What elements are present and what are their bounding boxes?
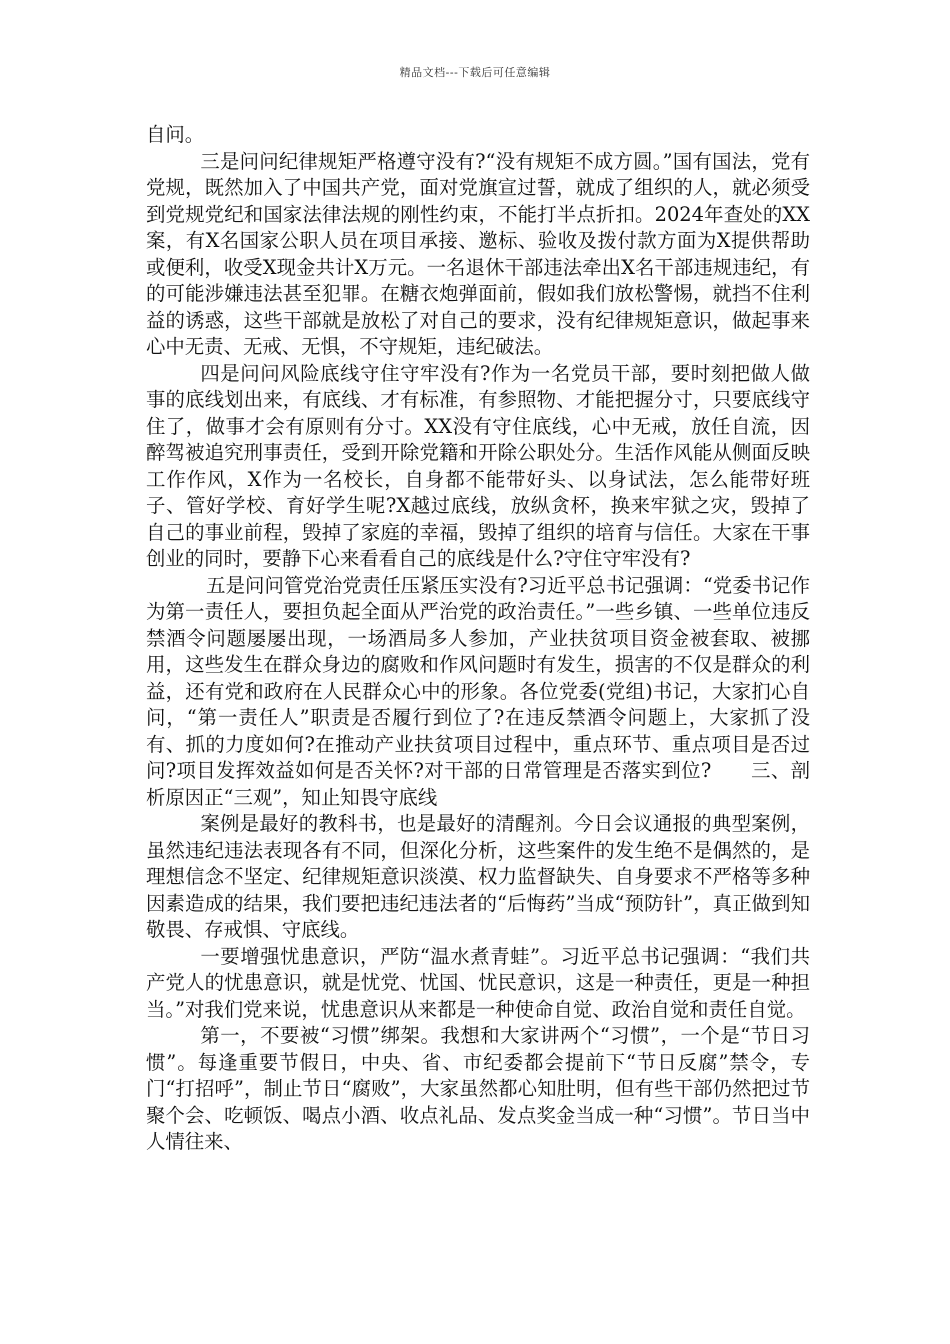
paragraph-party-responsibility: 五是问问管党治党责任压紧压实没有?习近平总书记强调：“党委书记作为第一责任人，要担负起全面从严治党的政治责任。”一些乡镇、一些单位违反禁酒令问题屡屡出现，一场酒局多人参加，产业扶贫项目资金被套取、被挪用，这些发生在群众身边的腐败和作风问题时有发生，损害的不仅是群众的利益，还有党和政府在人民群众心中的形象。各位党委(党组)书记，大家扪心自问，“第一责任人”职责是否履行到位了?在违反禁酒令问题上，大家抓了没有、抓的力度如何?在推动产业扶贫项目过程中，重点环节、重点项目是否过问?项目发挥效益如何是否关怀?对干部的日常管理是否落实到位? 三、剖析原因正“三观”，知止知畏守底线 <box>146 573 810 809</box>
paragraph-risk-bottom-line: 四是问问风险底线守住守牢没有?作为一名党员干部，要时刻把做人做事的底线划出来，有底线、才有标准，有参照物、才能把握分寸，只要底线守住了，做事才会有原则有分寸。XX没有守住底线，心中无戒，放任自流，因醉驾被追究刑事责任，受到开除党籍和开除公职处分。生活作风能从侧面反映工作作风，X作为一名校长，自身都不能带好头、以身试法，怎么能带好班子、管好学校、育好学生呢?X越过底线，放纵贪杯，换来牢狱之灾，毁掉了自己的事业前程，毁掉了家庭的幸福，毁掉了组织的培育与信任。大家在干事创业的同时，要静下心来看看自己的底线是什么?守住守牢没有? <box>146 361 810 570</box>
page-header: 精品文档---下载后可任意编辑 <box>399 66 551 79</box>
document-body <box>146 122 810 1156</box>
paragraph-continuation: 自问。 <box>146 123 205 146</box>
paragraph-case-analysis: 案例是最好的教科书，也是最好的清醒剂。今日会议通报的典型案例，虽然违纪违法表现各有不同，但深化分析，这些案件的发生绝不是偶然的，是理想信念不坚定、纪律规矩意识淡漠、权力监督缺失、自身要求不严格等多种因素造成的结果，我们要把违纪违法者的“后悔药”当成“预防针”，真正做到知敬畏、存戒惧、守底线。 <box>146 812 810 941</box>
paragraph-awareness: 一要增强忧患意识，严防“温水煮青蛙”。习近平总书记强调：“我们共产党人的忧患意识，就是忧党、忧国、忧民意识，这是一种责任，更是一种担当。”对我们党来说，忧患意识从来都是一种使命自觉、政治自觉和责任自觉。 <box>146 944 810 1021</box>
paragraph-habits: 第一，不要被“习惯”绑架。我想和大家讲两个“习惯”，一个是“节日习惯”。每逢重要节假日，中央、省、市纪委都会提前下“节日反腐”禁令，专门“打招呼”，制止节日“腐败”，大家虽然都心知肚明，但有些干部仍然把过节聚个会、吃顿饭、喝点小酒、收点礼品、发点奖金当成一种“习惯”。节日当中人情往来、 <box>146 1024 810 1153</box>
paragraph-discipline: 三是问问纪律规矩严格遵守没有?“没有规矩不成方圆。”国有国法，党有党规，既然加入了中国共产党，面对党旗宣过誓，就成了组织的人，就必须受到党规党纪和国家法律法规的刚性约束，不能打半点折扣。2024年查处的XX案，有X名国家公职人员在项目承接、邀标、验收及拨付款方面为X提供帮助或便利，收受X现金共计X万元。一名退休干部违法牵出X名干部违规违纪，有的可能涉嫌违法甚至犯罪。在糖衣炮弹面前，假如我们放松警惕，就挡不住利益的诱惑，这些干部就是放松了对自己的要求，没有纪律规矩意识，做起事来心中无责、无戒、无惧，不守规矩，违纪破法。 <box>146 149 810 358</box>
